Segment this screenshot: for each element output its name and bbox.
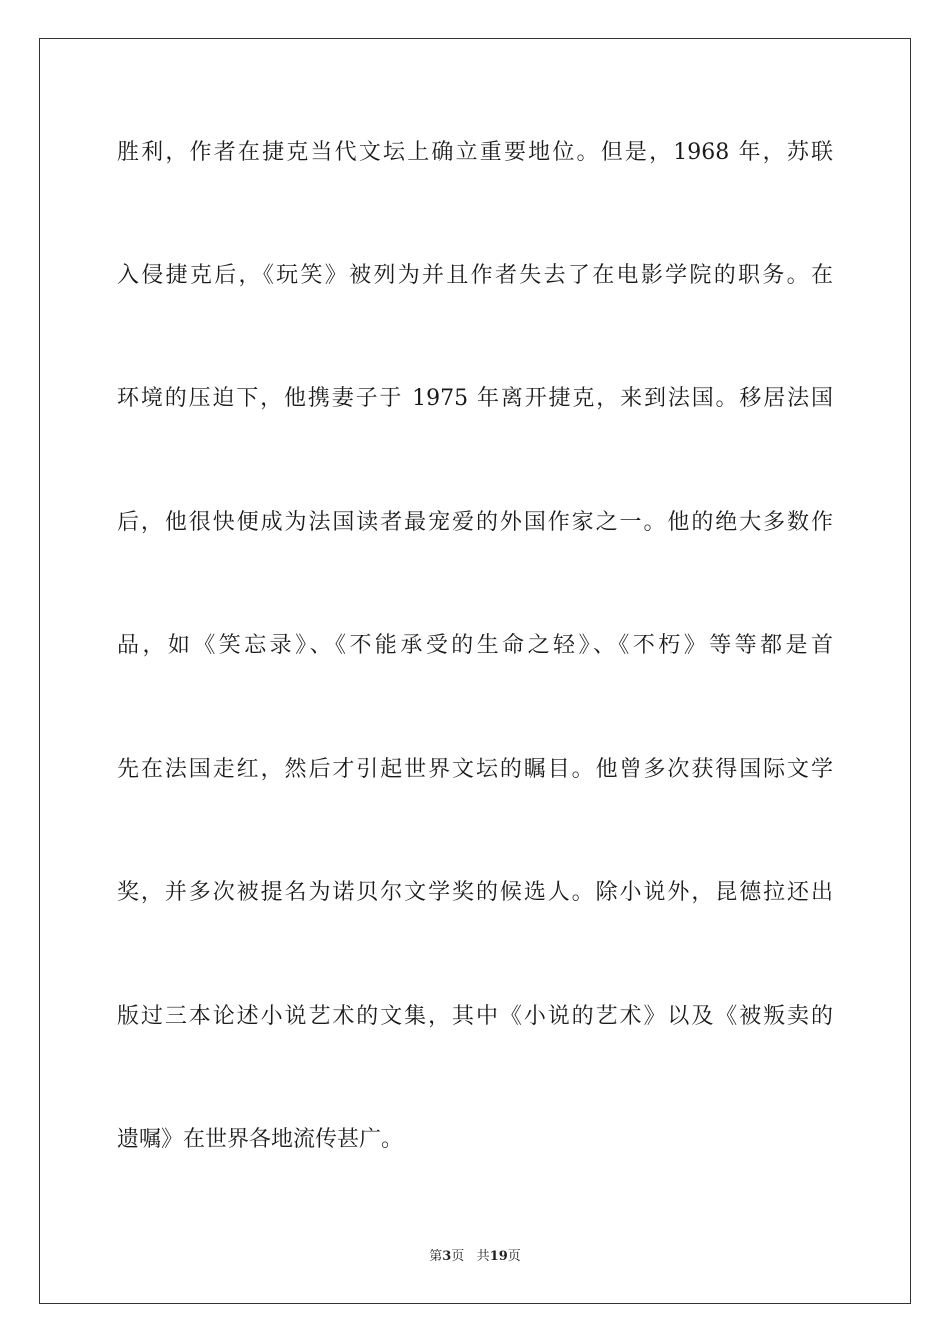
text-line-3: 环境的压迫下，他携妻子于 1975 年离开捷克，来到法国。移居法国 — [117, 386, 833, 411]
text-line-1: 胜利，作者在捷克当代文坛上确立重要地位。但是，1968 年，苏联 — [117, 140, 833, 165]
text-line-2: 入侵捷克后，《玩笑》被列为并且作者失去了在电影学院的职务。在 — [117, 263, 833, 288]
page-prefix: 第 — [429, 1249, 443, 1264]
total-suffix: 页 — [507, 1249, 521, 1264]
text-line-5: 品，如《笑忘录》、《不能承受的生命之轻》、《不朽》等等都是首 — [117, 633, 833, 658]
page-number: 3 — [442, 1249, 452, 1264]
total-pages: 19 — [489, 1249, 508, 1264]
text-line-9: 遗嘱》在世界各地流传甚广。 — [117, 1127, 404, 1152]
page-border — [39, 38, 911, 1304]
text-line-4: 后，他很快便成为法国读者最宠爱的外国作家之一。他的绝大多数作 — [117, 510, 833, 535]
total-prefix: 共 — [476, 1249, 490, 1264]
page-footer — [0, 1249, 950, 1265]
text-line-6: 先在法国走红，然后才引起世界文坛的瞩目。他曾多次获得国际文学 — [117, 757, 833, 782]
text-line-8: 版过三本论述小说艺术的文集，其中《小说的艺术》以及《被叛卖的 — [117, 1004, 833, 1029]
text-line-7: 奖，并多次被提名为诺贝尔文学奖的候选人。除小说外，昆德拉还出 — [117, 880, 833, 905]
page-suffix: 页 — [451, 1249, 465, 1264]
